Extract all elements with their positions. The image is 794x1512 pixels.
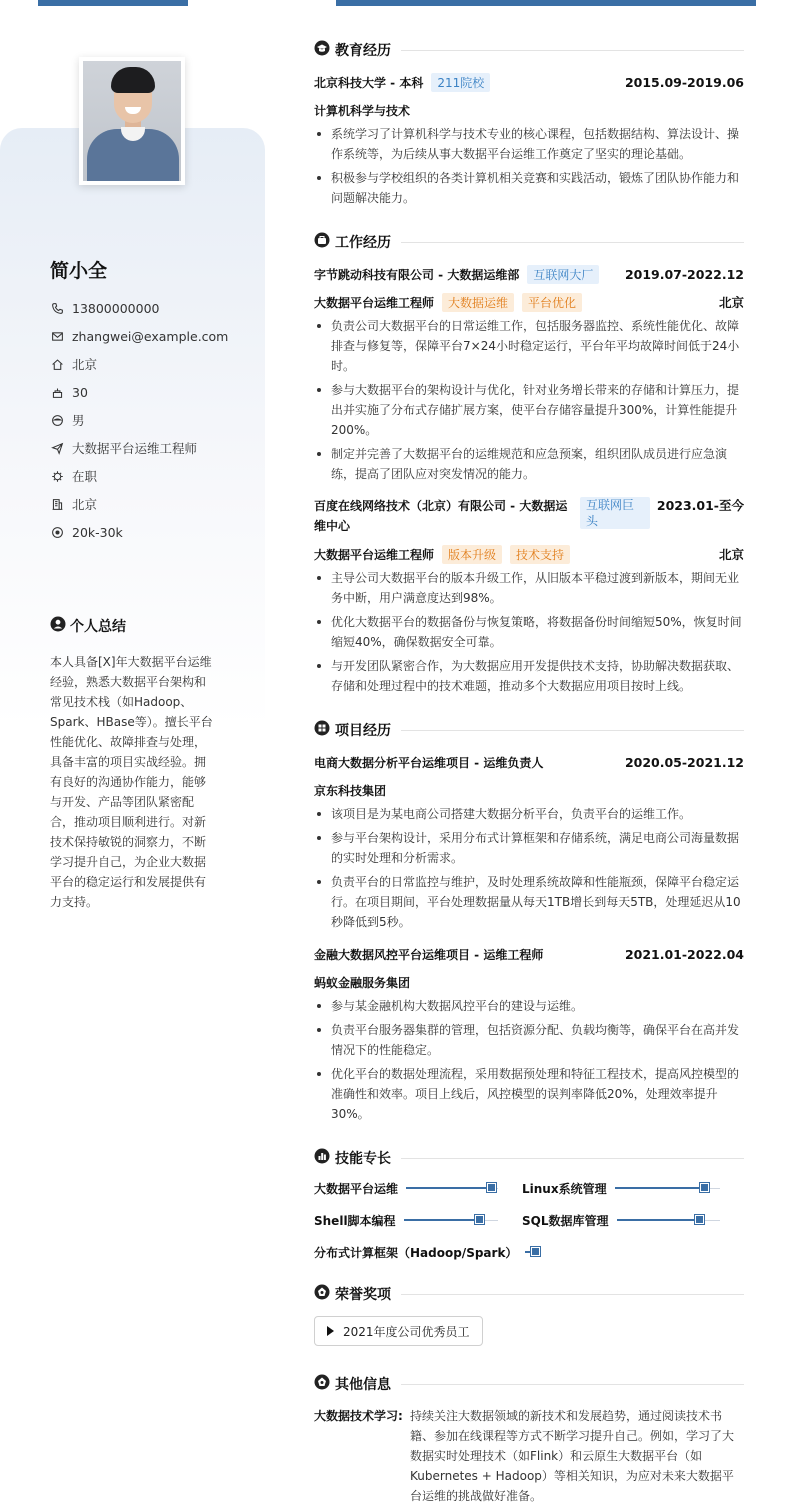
skill-level-bar [525,1251,536,1253]
info-email [50,322,228,350]
chart-icon [314,1148,330,1168]
mail-icon [50,329,64,343]
phone-icon [50,301,64,315]
job-date: 2019.07-2022.12 [624,266,744,282]
salary-icon [50,525,64,539]
skill-item [314,1212,522,1228]
company-tag: 互联网大厂 [527,265,599,284]
skill-level-knob [475,1215,484,1224]
summary-title: 个人总结 [70,619,126,635]
projects-title: 项目经历 [335,723,391,739]
home-icon [50,357,64,371]
awards-title: 荣誉奖项 [335,1287,391,1303]
contact-info-list [50,294,228,546]
gender-icon [50,413,64,427]
avatar-photo [83,61,181,181]
other-heading [314,1374,744,1394]
education-heading [314,40,744,60]
job-entry [314,496,744,696]
play-icon [327,1326,334,1336]
list-item: 优化平台的数据处理流程，采用数据预处理和特征工程技术，提高风控模型的准确性和效率。项目上线后，风控模型的误判率降低20%，处理效率提升30%。 [314,1064,744,1124]
school-name: 北京科技大学 - 本科 [314,75,424,90]
work-title: 工作经历 [335,235,391,251]
education-title: 教育经历 [335,43,391,59]
skill-level-bar [617,1219,700,1221]
building-icon [50,497,64,511]
graduation-cap-icon [314,40,330,60]
award-text: 2021年度公司优秀员工 [343,1324,470,1339]
briefcase-icon [314,232,330,252]
top-accent-bar-left [38,0,188,6]
top-accent-bar-right [336,0,756,6]
skills-grid [314,1180,744,1260]
age-icon [50,385,64,399]
candidate-name: 简小全 [50,260,108,282]
skill-name: 大数据平台运维 [314,1181,399,1196]
work-heading [314,232,744,252]
education-row [314,72,744,92]
list-item: 积极参与学校组织的各类计算机相关竞赛和实践活动，锻炼了团队协作能力和问题解决能力。 [314,168,744,208]
info-text: 北京 [72,357,98,372]
project-entry [314,752,744,932]
job-role: 大数据平台运维工程师 [314,295,435,310]
skill-level-knob [700,1183,709,1192]
list-item: 与开发团队紧密合作，为大数据应用开发提供技术支持，协助解决数据获取、存储和处理过程中的技术难题，推动多个大数据应用项目按时上线。 [314,656,744,696]
role-tag: 大数据运维 [442,293,514,312]
role-tag: 技术支持 [510,545,570,564]
other-info [314,1406,744,1506]
info-age [50,378,228,406]
skill-level-bar [406,1187,492,1189]
skill-name: 分布式计算框架（Hadoop/Spark） [314,1245,518,1260]
job-company: 字节跳动科技有限公司 - 大数据运维部 [314,267,520,282]
summary-heading [50,616,215,636]
project-entry [314,944,744,1124]
list-item: 参与某金融机构大数据风控平台的建设与运维。 [314,996,744,1016]
list-item: 制定并完善了大数据平台的运维规范和应急预案，组织团队成员进行应急演练，提高了团队应对突发情况的能力。 [314,444,744,484]
project-org: 京东科技集团 [314,783,387,798]
job-entry [314,264,744,484]
main-content [314,40,744,1506]
list-item: 参与平台架构设计，采用分布式计算框架和存储系统，满足电商公司海量数据的实时处理和分析需求。 [314,828,744,868]
skill-level-knob [695,1215,704,1224]
other-value: 持续关注大数据领域的新技术和发展趋势，通过阅读技术书籍、参加在线课程等方式不断学习提升自己。例如，学习了大数据实时处理技术（如Flink）和云原生大数据平台（如Kubernetes + Hadoop）等相关知识，为应对未来大数据平台运维的挑战做好准备。 [410,1409,735,1503]
info-text: zhangwei@example.com [72,328,229,344]
info-status [50,462,228,490]
job-role: 大数据平台运维工程师 [314,547,435,562]
skill-item [522,1212,744,1228]
awards-heading [314,1284,744,1304]
role-tag: 版本升级 [442,545,502,564]
skill-level-bar [404,1219,480,1221]
info-text: 20k-30k [72,524,123,540]
project-name: 电商大数据分析平台运维项目 - 运维负责人 [314,755,544,770]
skill-level-bar [615,1187,705,1189]
skill-item [314,1180,522,1196]
list-item: 负责平台的日常监控与维护，及时处理系统故障和性能瓶颈，保障平台稳定运行。在项目期间，平台处理数据量从每天1TB增长到每天5TB，处理延迟从10秒降低到5秒。 [314,872,744,932]
project-date: 2021.01-2022.04 [624,946,744,962]
job-date: 2023.01-至今 [656,498,744,513]
projects-heading [314,720,744,740]
medal-icon [314,1374,330,1394]
info-salary [50,518,228,546]
project-name: 金融大数据风控平台运维项目 - 运维工程师 [314,947,544,962]
skills-title: 技能专长 [335,1151,391,1167]
list-item: 主导公司大数据平台的版本升级工作，从旧版本平稳过渡到新版本，期间无业务中断，用户满意度达到98%。 [314,568,744,608]
status-icon [50,469,64,483]
skill-name: Linux系统管理 [522,1181,607,1196]
education-major: 计算机科学与技术 [314,103,411,118]
education-bullets [314,124,744,208]
school-tag: 211院校 [431,73,490,92]
job-city: 北京 [718,295,744,310]
skill-item [522,1180,744,1196]
list-item: 参与大数据平台的架构设计与优化，针对业务增长带来的存储和计算压力，提出并实施了分布式存储扩展方案，使平台存储容量提升300%，计算性能提升200%。 [314,380,744,440]
avatar [79,57,185,185]
info-text: 在职 [72,469,98,484]
other-title: 其他信息 [335,1377,391,1393]
company-tag: 互联网巨头 [580,497,650,529]
info-text: 大数据平台运维工程师 [72,441,198,456]
info-gender [50,406,228,434]
list-item: 负责平台服务器集群的管理，包括资源分配、负载均衡等，确保平台在高并发情况下的性能稳定。 [314,1020,744,1060]
summary-text: 本人具备[X]年大数据平台运维经验，熟悉大数据平台架构和常见技术栈（如Hadoop、Spark、HBase等）。擅长平台性能优化、故障排查与处理，具备丰富的项目实战经验。拥有良好的沟通协作能力，能够与开发、产品等团队紧密配合，推动项目顺利进行。对新技术保持敏锐的洞察力，不断学习提升自己，为企业大数据平台的稳定运行和发展提供有力支持。 [50,655,213,909]
list-item: 系统学习了计算机科学与技术专业的核心课程，包括数据结构、算法设计、操作系统等，为后续从事大数据平台运维工作奠定了坚实的理论基础。 [314,124,744,164]
skill-level-knob [487,1183,496,1192]
skills-heading [314,1148,744,1168]
education-date: 2015.09-2019.06 [624,74,744,90]
job-city: 北京 [718,547,744,562]
info-phone [50,294,228,322]
role-tag: 平台优化 [522,293,582,312]
grid-icon [314,720,330,740]
user-circle-icon [50,616,66,636]
send-icon [50,441,64,455]
project-date: 2020.05-2021.12 [624,754,744,770]
award-item [314,1316,483,1346]
list-item: 负责公司大数据平台的日常运维工作，包括服务器监控、系统性能优化、故障排查与修复等，保障平台7×24小时稳定运行，平台年平均故障时间低于24小时。 [314,316,744,376]
skill-name: SQL数据库管理 [522,1213,609,1228]
info-text: 30 [72,384,88,400]
list-item: 该项目是为某电商公司搭建大数据分析平台，负责平台的运维工作。 [314,804,744,824]
skill-level-knob [531,1247,540,1256]
medal-icon [314,1284,330,1304]
project-org: 蚂蚁金融服务集团 [314,975,411,990]
info-position [50,434,228,462]
info-text: 13800000000 [72,300,160,316]
list-item: 优化大数据平台的数据备份与恢复策略，将数据备份时间缩短50%，恢复时间缩短40%，确保数据安全可靠。 [314,612,744,652]
info-text: 男 [72,413,85,428]
info-city [50,490,228,518]
other-key: 大数据技术学习: [314,1409,403,1423]
skill-name: Shell脚本编程 [314,1213,396,1228]
job-company: 百度在线网络技术（北京）有限公司 - 大数据运维中心 [314,499,568,533]
info-text: 北京 [72,497,98,512]
skill-item [314,1244,744,1260]
info-address [50,350,228,378]
